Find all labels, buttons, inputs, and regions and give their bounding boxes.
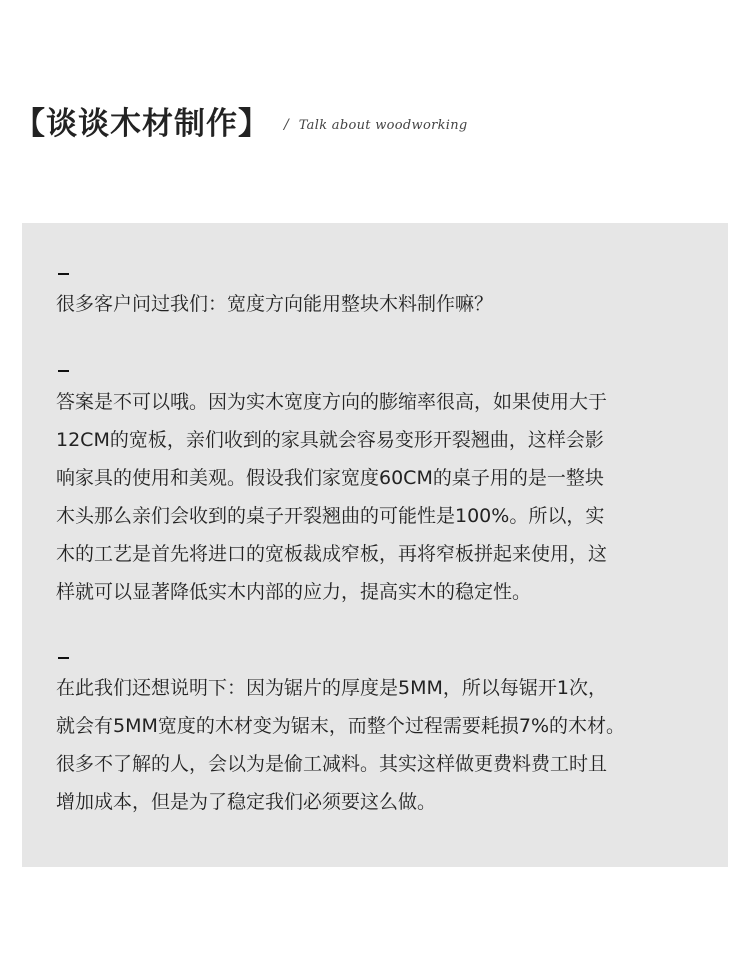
paragraph-line: 就会有5MM宽度的木材变为锯末，而整个过程需要耗损7%的木材。: [56, 715, 626, 737]
section-dash-marker: [58, 273, 69, 275]
section-header: [14, 98, 468, 142]
answer-paragraph: [56, 383, 706, 611]
paragraph-line: 很多不了解的人，会以为是偷工减料。其实这样做更费料费工时且: [56, 753, 608, 775]
paragraph-line: 增加成本，但是为了稳定我们必须要这么做。: [56, 791, 437, 813]
paragraph-line: 答案是不可以哦。因为实木宽度方向的膨缩率很高，如果使用大于: [56, 391, 608, 413]
page-subtitle: Talk about woodworking: [298, 117, 468, 133]
explanation-paragraph: [56, 669, 706, 821]
page-title: 【谈谈木材制作】: [14, 105, 270, 142]
section-dash-marker: [58, 370, 69, 372]
paragraph-line: 很多客户问过我们：宽度方向能用整块木料制作嘛？: [56, 293, 494, 315]
title-separator: /: [284, 117, 289, 133]
question-paragraph: [56, 285, 706, 323]
paragraph-line: 木头那么亲们会收到的桌子开裂翘曲的可能性是100%。所以，实: [56, 505, 605, 527]
paragraph-line: 在此我们还想说明下：因为锯片的厚度是5MM，所以每锯开1次，: [56, 677, 607, 699]
paragraph-line: 12CM的宽板，亲们收到的家具就会容易变形开裂翘曲，这样会影: [56, 429, 604, 451]
content-panel: [22, 223, 728, 867]
paragraph-line: 响家具的使用和美观。假设我们家宽度60CM的桌子用的是一整块: [56, 467, 604, 489]
paragraph-line: 样就可以显著降低实木内部的应力，提高实木的稳定性。: [56, 581, 532, 603]
paragraph-line: 木的工艺是首先将进口的宽板裁成窄板，再将窄板拼起来使用，这: [56, 543, 608, 565]
section-dash-marker: [58, 657, 69, 659]
